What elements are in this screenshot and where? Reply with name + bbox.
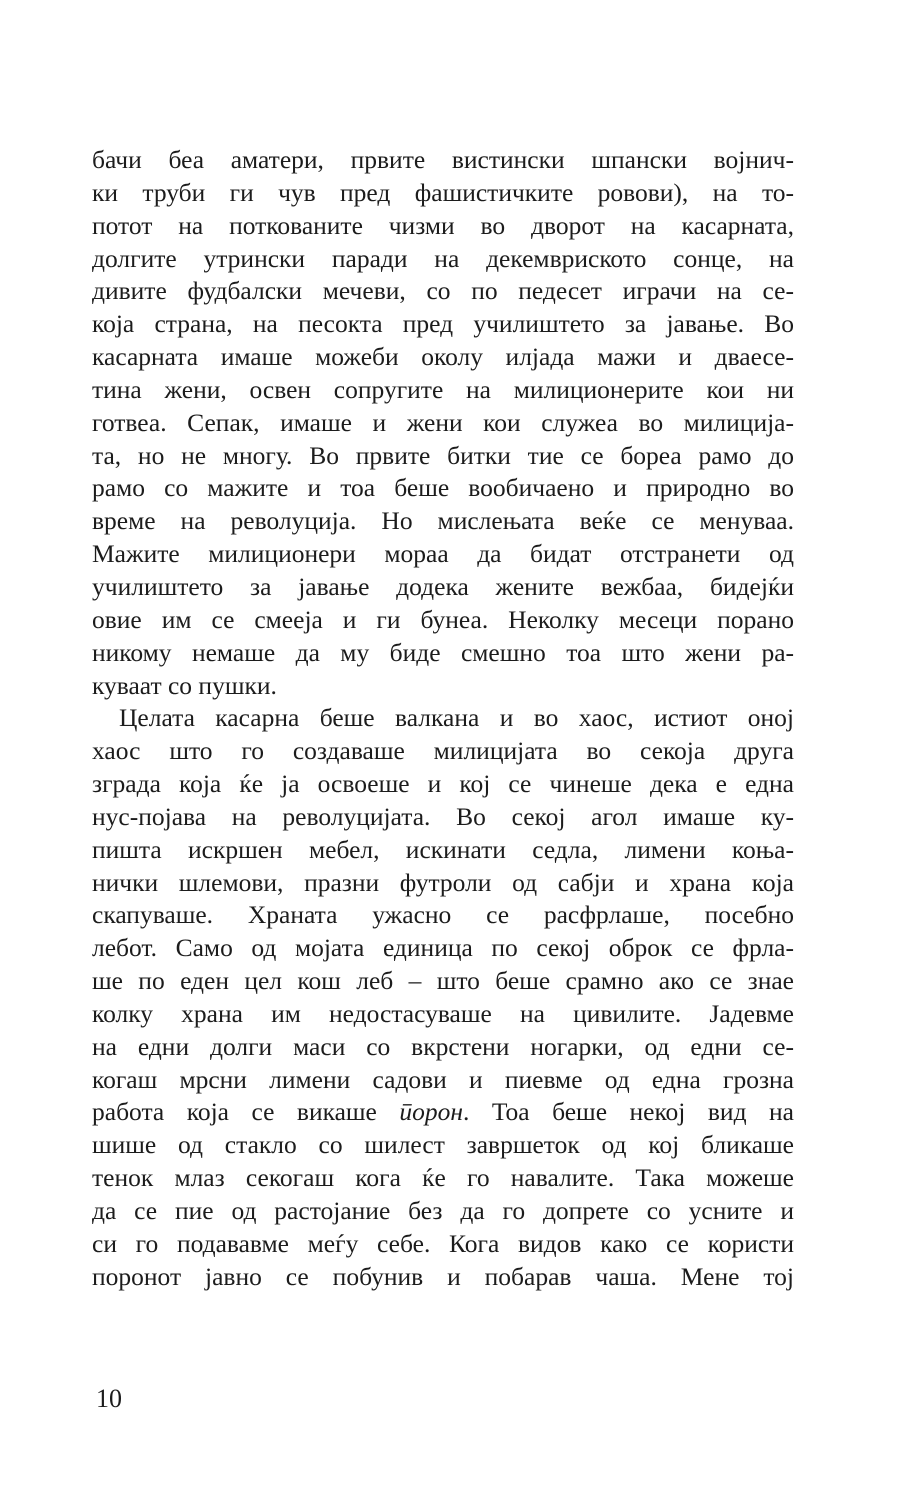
text-segment: . Тоа беше некој вид на: [463, 1097, 795, 1127]
text-block: [92, 144, 794, 1294]
text-line: поронот јавно се побунив и побарав чаша. Мене тој: [92, 1261, 794, 1291]
text-line: на едни долги маси со вкрстени ногарки, од едни се-: [92, 1031, 794, 1061]
paragraph: [92, 144, 794, 702]
text-line: нус-појава на револуцијата. Во секој агол имаше ку-: [92, 801, 794, 831]
page-number: 10: [96, 1384, 122, 1413]
text-line: пишта искршен мебел, искинати седла, лимени коња-: [92, 834, 794, 864]
text-line: шише од стакло со шилест завршеток од кој бликаше: [92, 1130, 794, 1160]
text-line: нички шлемови, празни футроли од сабји и храна која: [92, 867, 794, 897]
text-line: готвеа. Сепак, имаше и жени кои служеа во милиција-: [92, 407, 794, 437]
text-line: тенок млаз секогаш кога ќе го навалите. Така можеше: [92, 1163, 794, 1193]
text-line: рамо со мажите и тоа беше вообичаено и природно во: [92, 473, 794, 503]
text-line: дивите фудбалски мечеви, со по педесет играчи на се-: [92, 276, 794, 306]
text-line: скапуваше. Храната ужасно се расфрлаше, посебно: [92, 900, 794, 930]
text-line: училиштето за јавање додека жените вежбаа, бидејќи: [92, 571, 794, 601]
text-line: тина жени, освен сопругите на милиционерите кои ни: [92, 374, 794, 404]
text-line: Целата касарна беше валкана и во хаос, истиот оној: [119, 703, 794, 733]
text-line: лебот. Само од мојата единица по секој оброк се фрла-: [92, 933, 794, 963]
text-line: овие им се смееја и ги бунеа. Неколку месеци порано: [92, 604, 794, 634]
text-line: време на револуција. Но мислењата веќе се менуваа.: [92, 506, 794, 536]
text-line: која страна, на песокта пред училиштето за јавање. Во: [92, 309, 794, 339]
text-line: хаос што го создаваше милицијата во секоја друга: [92, 736, 794, 766]
text-line: касарната имаше можеби околу илјада мажи и дваесе-: [92, 342, 794, 372]
text-segment: работа која се викаше: [92, 1097, 400, 1127]
text-line: [92, 1096, 794, 1129]
text-line: ки труби ги чув пред фашистичките ровови), на то-: [92, 177, 794, 207]
text-line: никому немаше да му биде смешно тоа што жени ра-: [92, 637, 794, 667]
text-line: ше по еден цел кош леб – што беше срамно ако се знае: [92, 966, 794, 996]
text-line: куваат со пушки.: [92, 670, 277, 700]
paragraph: [92, 702, 794, 1293]
text-line: бачи беа аматери, првите вистински шпански војнич-: [92, 145, 794, 174]
text-line: та, но не многу. Во првите битки тие се бореа рамо до: [92, 440, 794, 470]
text-line: потот на поткованите чизми во дворот на касарната,: [92, 210, 794, 240]
text-line: Мажите милиционери мораа да бидат отстранети од: [92, 539, 794, 569]
text-line: колку храна им недостасуваше на цивилите. Јадевме: [92, 998, 794, 1028]
text-line: да се пие од растојание без да го допрете со усните и: [92, 1196, 794, 1225]
text-line: зграда која ќе ја освоеше и кој се чинеше дека е една: [92, 769, 794, 799]
text-line: когаш мрсни лимени садови и пиевме од една грозна: [92, 1064, 794, 1094]
text-line: си го подававме меѓу себе. Кога видов како се користи: [92, 1228, 794, 1258]
text-line: долгите утрински паради на декемвриското сонце, на: [92, 243, 794, 273]
italic-term: порон: [399, 1097, 464, 1127]
